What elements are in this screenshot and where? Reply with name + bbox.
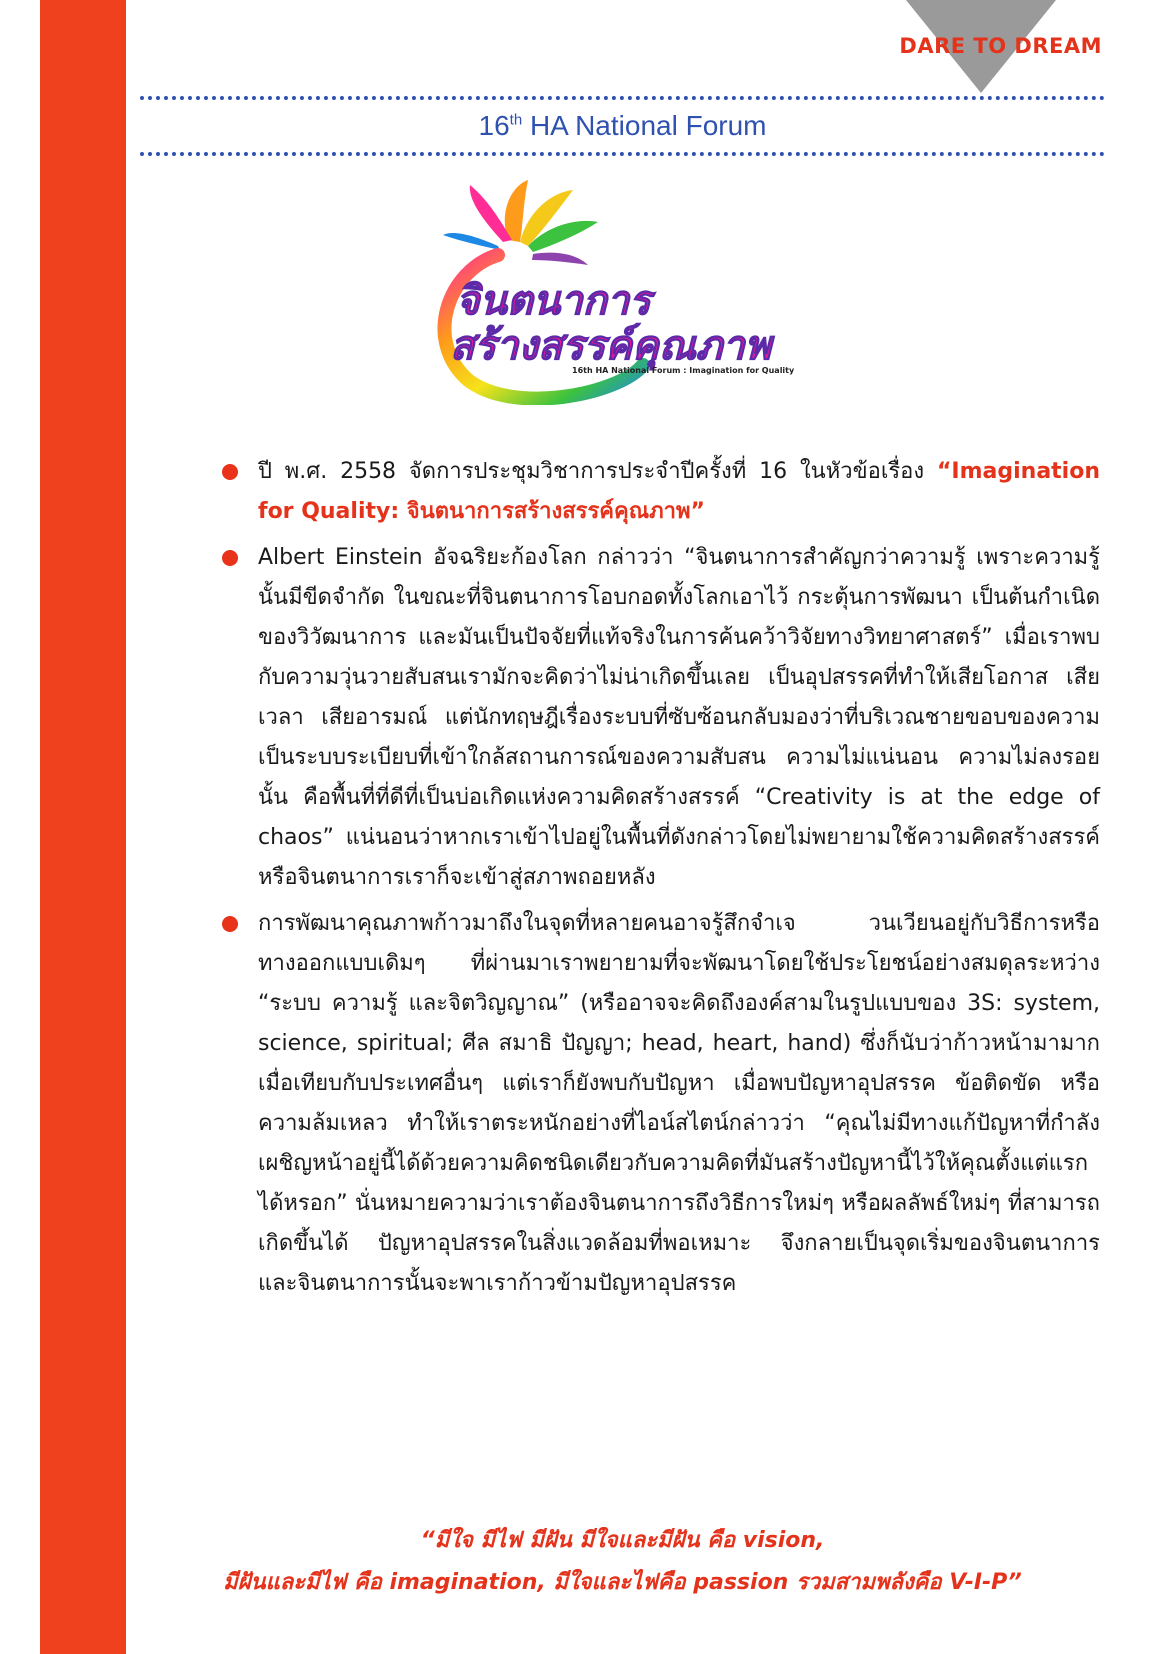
top-divider bbox=[140, 96, 1105, 100]
bullet-2-text: Albert Einstein อัจฉริยะก้องโลก กล่าวว่า “จินตนาการสำคัญกว่าความรู้ เพราะความรู้นั้นมีขีดจำกัด ในขณะที่จินตนาการโอบกอดทั้งโลกเอาไว้ กระตุ้นการพัฒนา เป็นต้นกำเนิดของวิวัฒนาการ และมันเป็นปัจจัยที่แท้จริงในการค้นคว้าวิจัยทางวิทยาศาสตร์” เมื่อเราพบกับความวุ่นวายสับสนเรามักจะคิดว่าไม่น่าเกิดขึ้นเลย เป็นอุปสรรคที่ทำให้เสียโอกาส เสียเวลา เสียอารมณ์ แต่นักทฤษฎีเรื่องระบบที่ซับซ้อนกลับมองว่าที่บริเวณชายขอบของความเป็นระบบระเบียบที่เข้าใกล้สถานการณ์ของความสับสน ความไม่แน่นอน ความไม่ลงรอยนั้น คือพื้นที่ที่ดีที่เป็นบ่อเกิดแห่งความคิดสร้างสรรค์ “Creativity is at the edge of chaos” แน่นอนว่าหากเราเข้าไปอยู่ในพื้นที่ดังกล่าวโดยไม่พยายามใช้ความคิดสร้างสรรค์หรือจินตนาการเราก็จะเข้าสู่สภาพถอยหลัง bbox=[258, 545, 1100, 890]
bullet-item-2 bbox=[222, 538, 1100, 898]
forum-name: HA National Forum bbox=[529, 110, 767, 141]
bullet-1-text: ปี พ.ศ. 2558 จัดการประชุมวิชาการประจำปีครั้งที่ 16 ในหัวข้อเรื่อง bbox=[258, 459, 937, 484]
bullet-item-3 bbox=[222, 904, 1100, 1304]
left-accent-bar bbox=[40, 0, 126, 1654]
quote-line-2: มีฝันและมีไฟ คือ imagination, มีใจและไฟคือ passion รวมสามพลังคือ V-I-P” bbox=[223, 1570, 1022, 1595]
quote-line-1: “มีใจ มีไฟ มีฝัน มีใจและมีฝัน คือ vision, bbox=[420, 1528, 825, 1553]
bullet-dot-icon bbox=[222, 550, 238, 566]
bullet-3-text: การพัฒนาคุณภาพก้าวมาถึงในจุดที่หลายคนอาจรู้สึกจำเจ วนเวียนอยู่กับวิธีการหรือทางออกแบบเดิมๆ ที่ผ่านมาเราพยายามที่จะพัฒนาโดยใช้ประโยชน์อย่างสมดุลระหว่าง “ระบบ ความรู้ และจิตวิญญาณ” (หรืออาจจะคิดถึงองค์สามในรูปแบบของ 3S: system, science, spiritual; ศีล สมาธิ ปัญญา; head, heart, hand) ซึ่งก็นับว่าก้าวหน้ามามากเมื่อเทียบกับประเทศอื่นๆ แต่เราก็ยังพบกับปัญหา เมื่อพบปัญหาอุปสรรค ข้อติดขัด หรือความล้มเหลว ทำให้เราตระหนักอย่างที่ไอน์สไตน์กล่าวว่า “คุณไม่มีทางแก้ปัญหาที่กำลังเผชิญหน้าอยู่นี้ได้ด้วยความคิดชนิดเดียวกับความคิดที่มันสร้างปัญหานี้ไว้ให้คุณตั้งแต่แรกได้หรอก” นั่นหมายความว่าเราต้องจินตนาการถึงวิธีการใหม่ๆ หรือผลลัพธ์ใหม่ๆ ที่สามารถเกิดขึ้นได้ ปัญหาอุปสรรคในสิ่งแวดล้อมที่พอเหมาะ จึงกลายเป็นจุดเริ่มของจินตนาการ และจินตนาการนั้นจะพาเราก้าวข้ามปัญหาอุปสรรค bbox=[258, 911, 1100, 1296]
forum-number: 16 bbox=[478, 110, 510, 141]
bullet-1-highlight: “Imagination for Quality: จินตนาการสร้างสรรค์คุณภาพ” bbox=[258, 459, 1100, 524]
forum-title bbox=[140, 110, 1105, 142]
logo-subtitle: 16th HA National Forum : Imagination for Quality bbox=[572, 366, 795, 375]
logo-line1: จินตนาการ bbox=[456, 278, 651, 324]
closing-quote bbox=[140, 1520, 1105, 1604]
body-content bbox=[222, 452, 1100, 1310]
tagline: DARE TO DREAM bbox=[899, 34, 1102, 58]
bullet-dot-icon bbox=[222, 916, 238, 932]
logo-line2: สร้างสรรค์คุณภาพ bbox=[450, 323, 772, 369]
bullet-item-1 bbox=[222, 452, 1100, 532]
forum-suffix: th bbox=[509, 111, 523, 129]
bottom-divider bbox=[140, 152, 1105, 156]
bullet-dot-icon bbox=[222, 464, 238, 480]
forum-logo bbox=[428, 180, 828, 405]
